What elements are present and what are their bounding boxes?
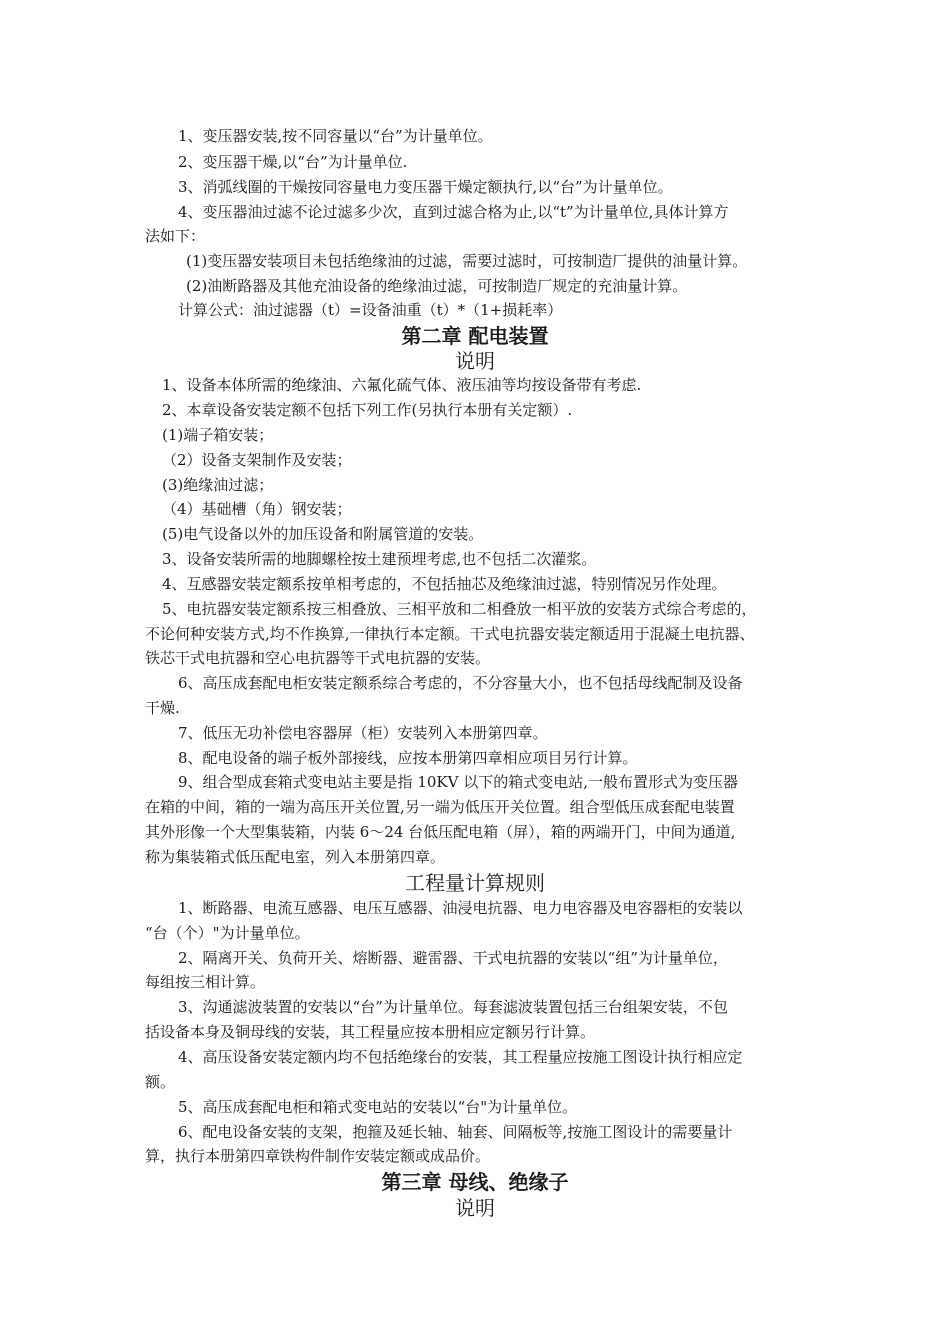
text-line: 干燥. [145, 699, 180, 717]
text-line: 铁芯干式电抗器和空心电抗器等干式电抗器的安装。 [145, 649, 491, 667]
text-line: 4、互感器安装定额系按单相考虑的，不包括抽芯及绝缘油过滤，特别情况另作处理。 [162, 575, 727, 593]
text-line: 不论何种安装方式,均不作换算,一律执行本定额。干式电抗器安装定额适用于混凝土电抗器、 [145, 625, 755, 643]
text-line: (1)端子箱安装； [162, 426, 274, 444]
text-line: 7、低压无功补偿电容器屏（柜）安装列入本册第四章。 [178, 724, 548, 742]
text-line: 计算公式：油过滤器（t）=设备油重（t）*（1+损耗率） [178, 301, 563, 319]
text-line: (5)电气设备以外的加压设备和附属管道的安装。 [162, 525, 484, 543]
chapter-title: 第三章 母线、绝缘子 [381, 1170, 569, 1194]
text-line: 5、电抗器安装定额系按三相叠放、三相平放和二相叠放一相平放的安装方式综合考虑的， [162, 600, 757, 618]
text-line: 法如下： [145, 227, 206, 245]
text-line: 其外形像一个大型集装箱，内装 6～24 台低压配电箱（屏），箱的两端开门，中间为通道, [145, 823, 736, 841]
section-heading: 说明 [455, 1196, 495, 1220]
section-heading: 说明 [455, 349, 495, 373]
text-line: 称为集装箱式低压配电室，列入本册第四章。 [145, 848, 446, 866]
text-line: 3、设备安装所需的地脚螺栓按土建预埋考虑,也不包括二次灌浆。 [162, 550, 597, 568]
text-line: 在箱的中间，箱的一端为高压开关位置,另一端为低压开关位置。组合型低压成套配电装置 [145, 798, 735, 816]
text-line: 1、设备本体所需的绝缘油、六氟化硫气体、液压油等均按设备带有考虑. [162, 376, 642, 394]
text-line: （4）基础槽（角）钢安装； [162, 500, 352, 518]
text-line: 1、断路器、电流互感器、电压互感器、油浸电抗器、电力电容器及电容器柜的安装以 [178, 899, 743, 917]
text-line: (3)绝缘油过滤； [162, 476, 274, 494]
text-line: 4、变压器油过滤不论过滤多少次，直到过滤合格为止,以“t”为计量单位,具体计算方 [178, 203, 729, 221]
text-line: 3、沟通滤波装置的安装以“台”为计量单位。每套滤波装置包括三台组架安装，不包 [178, 998, 728, 1016]
text-line: 2、隔离开关、负荷开关、熔断器、避雷器、干式电抗器的安装以“组”为计量单位， [178, 949, 728, 967]
text-line: 括设备本身及铜母线的安装，其工程量应按本册相应定额另行计算。 [145, 1023, 596, 1041]
text-line: (2)油断路器及其他充油设备的绝缘油过滤，可按制造厂规定的充油量计算。 [186, 277, 688, 295]
text-line: 额。 [145, 1073, 176, 1091]
text-line: 3、消弧线圈的干燥按同容量电力变压器干燥定额执行,以“台”为计量单位。 [178, 178, 673, 196]
text-line: 9、组合型成套箱式变电站主要是指 10KV 以下的箱式变电站,一般布置形式为变压器 [178, 773, 738, 791]
text-line: 每组按三相计算。 [145, 973, 266, 991]
text-line: 1、变压器安装,按不同容量以“台”为计量单位。 [178, 127, 493, 145]
text-line: 6、高压成套配电柜安装定额系综合考虑的，不分容量大小，也不包括母线配制及设备 [178, 674, 743, 692]
text-line: 2、变压器干燥,以“台”为计量单位. [178, 153, 408, 171]
chapter-title: 第二章 配电装置 [401, 324, 549, 348]
text-line: “台（个）"为计量单位。 [145, 924, 310, 942]
text-line: 6、配电设备安装的支架，抱箍及延长轴、轴套、间隔板等,按施工图设计的需要量计 [178, 1123, 733, 1141]
text-line: 4、高压设备安装定额内均不包括绝缘台的安装，其工程量应按施工图设计执行相应定 [178, 1048, 743, 1066]
text-line: 算，执行本册第四章铁构件制作安装定额或成品价。 [145, 1147, 491, 1165]
text-line: (1)变压器安装项目未包括绝缘油的过滤，需要过滤时，可按制造厂提供的油量计算。 [186, 252, 748, 270]
section-heading: 工程量计算规则 [405, 871, 545, 895]
text-line: 5、高压成套配电柜和箱式变电站的安装以“台"为计量单位。 [178, 1098, 578, 1116]
text-line: 8、配电设备的端子板外部接线，应按本册第四章相应项目另行计算。 [178, 749, 638, 767]
text-line: （2）设备支架制作及安装； [162, 451, 352, 469]
text-line: 2、本章设备安装定额不包括下列工作(另执行本册有关定额）. [162, 401, 573, 419]
